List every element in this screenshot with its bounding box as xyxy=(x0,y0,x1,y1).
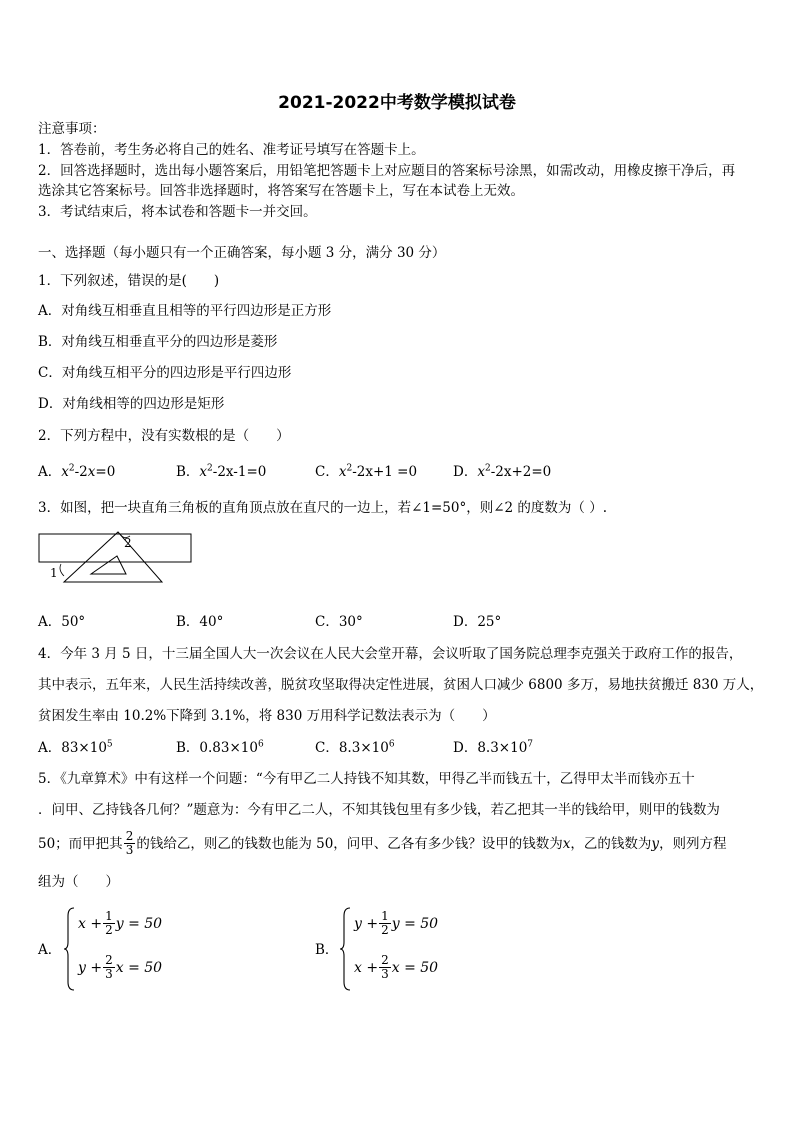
exponent: 6 xyxy=(388,739,395,750)
fraction-numerator: 2 xyxy=(105,953,113,967)
fraction-denominator: 2 xyxy=(381,923,389,937)
option-label: C． xyxy=(315,464,339,480)
option-label: A． xyxy=(38,464,62,480)
question-5-option-b-system xyxy=(340,906,460,992)
option-label: A． xyxy=(38,740,62,756)
exponent: 5 xyxy=(106,739,113,750)
option-label: C． xyxy=(315,740,339,756)
option-label: B． xyxy=(176,464,200,480)
question-5-text: ，则列方程 xyxy=(659,835,727,852)
equation-text: -2x-1=0 xyxy=(212,464,267,480)
question-5-line xyxy=(38,830,727,857)
fraction-numerator: 1 xyxy=(381,909,389,923)
fraction xyxy=(379,954,391,981)
fraction-numerator: 1 xyxy=(105,909,113,923)
variable-y: y xyxy=(651,835,660,852)
question-4-line: 贫困发生率由 10.2%下降到 3.1%，将 830 万用科学记数法表示为（ ） xyxy=(38,708,496,724)
question-2-stem: 2．下列方程中，没有实数根的是（ ） xyxy=(38,428,290,444)
fraction-denominator: 3 xyxy=(125,843,134,857)
exponent: 2 xyxy=(68,463,75,474)
question-1-option-d: D．对角线相等的四边形是矩形 xyxy=(38,396,225,412)
option-label: D． xyxy=(453,740,478,756)
equation-text: y + xyxy=(354,915,379,932)
fraction xyxy=(379,910,391,937)
notice-heading: 注意事项： xyxy=(38,121,106,137)
question-5-text: 50；而甲把其 xyxy=(38,835,123,852)
question-4-option-c xyxy=(315,739,395,757)
ruler-triangle-figure xyxy=(36,530,196,590)
equation-text: x = 50 xyxy=(115,959,163,976)
exponent: 2 xyxy=(346,463,353,474)
triangle-inner xyxy=(91,556,126,574)
question-2-option-a xyxy=(38,463,115,481)
equation-text: -2 xyxy=(74,464,88,480)
section-heading: 一、选择题（每小题只有一个正确答案，每小题 3 分，满分 30 分） xyxy=(38,245,446,261)
number-base: 83×10 xyxy=(61,740,107,756)
left-brace xyxy=(340,906,352,992)
fraction xyxy=(103,910,115,937)
question-5-option-b-label: B． xyxy=(315,942,339,958)
variable-x: x xyxy=(338,464,347,480)
question-5-line: 组为（ ） xyxy=(38,874,119,890)
angle-2-label: 2 xyxy=(124,536,132,550)
equation-text: y = 50 xyxy=(115,915,163,932)
question-5-option-a-label: A． xyxy=(38,942,62,958)
exponent: 2 xyxy=(484,463,491,474)
angle-1-label: 1 xyxy=(50,566,58,580)
variable-x: x xyxy=(562,835,571,852)
number-base: 8.3×10 xyxy=(338,740,389,756)
equation-text: y + xyxy=(78,959,103,976)
question-5-text: 的钱给乙，则乙的钱数也能为 50，问甲、乙各有多少钱？设甲的钱数为 xyxy=(136,835,563,852)
equation-row xyxy=(78,910,162,937)
variable-x: x xyxy=(87,464,96,480)
question-1-option-b: B．对角线互相垂直平分的四边形是菱形 xyxy=(38,334,278,350)
question-3-option-a: A．50° xyxy=(38,614,86,630)
question-4-line: 其中表示，五年来，人民生活持续改善，脱贫攻坚取得决定性进展，贫困人口减少 6800 多万，易地扶贫搬迁 830 万人， xyxy=(38,677,764,693)
question-5-text: ，乙的钱数为 xyxy=(570,835,652,852)
variable-x: x xyxy=(61,464,69,480)
question-1-stem: 1．下列叙述，错误的是( ) xyxy=(38,273,220,289)
question-4-option-b xyxy=(176,739,264,757)
equation-row xyxy=(354,910,438,937)
question-2-option-c xyxy=(315,463,417,481)
fraction xyxy=(103,954,115,981)
equation-text: -2x+2=0 xyxy=(490,464,552,480)
question-5-line: ．问甲、乙持钱各几何？”题意为：今有甲乙二人，不知其钱包里有多少钱，若乙把其一半的钱给甲，则甲的钱数为 xyxy=(38,802,720,818)
notice-item: 1．答卷前，考生务必将自己的姓名、准考证号填写在答题卡上。 xyxy=(38,142,425,158)
fraction-denominator: 3 xyxy=(381,967,389,981)
question-3-option-c: C．30° xyxy=(315,614,363,630)
notice-item: 3．考试结束后，将本试卷和答题卡一并交回。 xyxy=(38,204,317,220)
number-base: 8.3×10 xyxy=(477,740,528,756)
question-4-option-a xyxy=(38,739,113,757)
question-4-option-d xyxy=(453,739,533,757)
equation-text: x + xyxy=(78,915,103,932)
question-3-option-b: B．40° xyxy=(176,614,224,630)
fraction-numerator: 2 xyxy=(125,829,134,843)
question-2-option-b xyxy=(176,463,266,481)
notice-item: 选涂其它答案标号。回答非选择题时，将答案写在答题卡上，写在本试卷上无效。 xyxy=(38,183,524,199)
question-5-line: 5．《九章算术》中有这样一个问题：“今有甲乙二人持钱不知其数，甲得乙半而钱五十，乙得甲太半而钱亦五十 xyxy=(38,771,695,787)
question-3-stem: 3．如图，把一块直角三角板的直角顶点放在直尺的一边上，若∠1=50°，则∠2 的度数为（ ）. xyxy=(38,500,608,516)
page-title: 2021-2022中考数学模拟试卷 xyxy=(278,93,516,113)
exponent: 6 xyxy=(257,739,264,750)
question-3-option-d: D．25° xyxy=(453,614,502,630)
fraction-two-thirds xyxy=(124,830,136,857)
equation-text: y = 50 xyxy=(391,915,439,932)
exponent: 7 xyxy=(527,739,534,750)
fraction-numerator: 2 xyxy=(381,953,389,967)
question-5-option-a-system xyxy=(64,906,184,992)
equation-text: x = 50 xyxy=(391,959,439,976)
notice-item: 2．回答选择题时，选出每小题答案后，用铅笔把答题卡上对应题目的答案标号涂黑，如需改动，用橡皮擦干净后，再 xyxy=(38,163,736,179)
question-1-option-c: C．对角线互相平分的四边形是平行四边形 xyxy=(38,365,292,381)
equation-row xyxy=(78,954,162,981)
option-label: B． xyxy=(176,740,200,756)
fraction-denominator: 2 xyxy=(105,923,113,937)
variable-x: x xyxy=(477,464,485,480)
question-4-line: 4．今年 3 月 5 日，十三届全国人大一次会议在人民大会堂开幕，会议听取了国务院总理李克强关于政府工作的报告， xyxy=(38,646,743,662)
fraction-denominator: 3 xyxy=(105,967,113,981)
exponent: 2 xyxy=(207,463,213,474)
option-label: D． xyxy=(453,464,478,480)
angle-1-arc xyxy=(60,564,64,576)
number-base: 0.83×10 xyxy=(199,740,258,756)
equation-text: x + xyxy=(354,959,379,976)
equation-row xyxy=(354,954,438,981)
question-1-option-a: A．对角线互相垂直且相等的平行四边形是正方形 xyxy=(38,303,332,319)
equation-text: =0 xyxy=(95,464,116,480)
equation-text: -2x+1 =0 xyxy=(352,464,418,480)
variable-x: x xyxy=(199,464,208,480)
question-2-option-d xyxy=(453,463,551,481)
left-brace xyxy=(64,906,76,992)
